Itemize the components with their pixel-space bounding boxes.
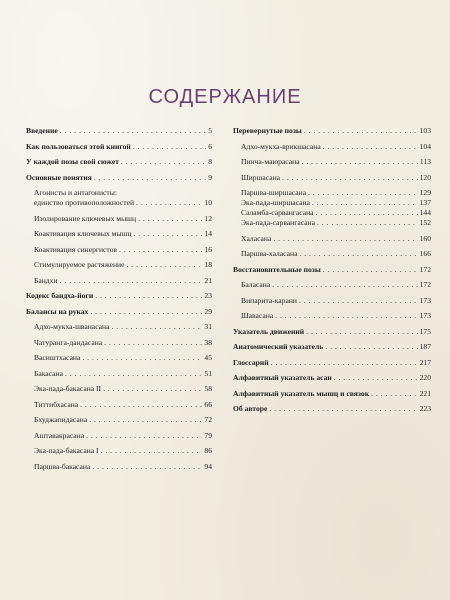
entry-label: Шавасана (241, 311, 274, 320)
entry-page-number: 9 (208, 172, 212, 182)
entry-page-number: 8 (208, 157, 212, 166)
dot-leader (299, 249, 417, 259)
toc-subentry[interactable] (26, 188, 212, 198)
entry-page-number: 66 (204, 399, 212, 409)
dot-leader (126, 260, 202, 270)
entry-label: Паршва-ширшасана (241, 188, 307, 197)
entry-page-number: 12 (204, 213, 212, 223)
toc-subentry[interactable] (26, 415, 212, 425)
dot-leader (371, 389, 418, 399)
dot-leader (82, 353, 202, 363)
toc-subentry[interactable] (26, 322, 212, 332)
entry-page-number: 187 (419, 342, 431, 351)
toc-section-entry[interactable] (233, 373, 431, 383)
entry-page-number: 173 (419, 311, 431, 320)
dot-leader (104, 338, 202, 348)
entry-page-number: 152 (419, 218, 431, 227)
toc-section-entry[interactable] (26, 173, 212, 183)
entry-label: Как пользоваться этой книгой (26, 141, 131, 151)
entry-page-number: 51 (204, 368, 212, 378)
entry-label: Випарита-карани (241, 295, 297, 305)
entry-page-number: 38 (204, 337, 212, 347)
entry-label: Титтибхасана (34, 399, 79, 409)
toc-section-entry[interactable] (26, 307, 212, 317)
dot-leader (121, 157, 206, 167)
toc-subentry[interactable] (233, 142, 431, 152)
toc-subentry[interactable] (26, 198, 212, 208)
entry-label: Об авторе (233, 404, 268, 413)
entry-page-number: 18 (204, 260, 212, 269)
toc-subentry[interactable] (26, 446, 212, 456)
entry-label: Балансы на руках (26, 306, 89, 316)
dot-leader (101, 446, 203, 456)
dot-leader (334, 373, 418, 383)
entry-page-number: 137 (419, 198, 431, 207)
page-title: СОДЕРЖАНИЕ (148, 86, 302, 108)
entry-label: Анатомический указатель (233, 342, 324, 351)
entry-page-number: 144 (419, 208, 431, 217)
dot-leader (111, 322, 202, 332)
dot-leader (89, 415, 202, 425)
toc-subentry[interactable] (26, 353, 212, 363)
toc-section-entry[interactable] (26, 142, 212, 152)
entry-label: Кодекс бандха-йоги (26, 291, 94, 300)
toc-subentry[interactable] (233, 198, 431, 208)
entry-page-number: 221 (419, 388, 431, 398)
entry-page-number: 29 (204, 306, 212, 316)
entry-label: Адхо-мукха-врикшасана (241, 141, 321, 151)
dot-leader (323, 142, 418, 152)
toc-subentry[interactable] (26, 462, 212, 472)
entry-page-number: 220 (419, 373, 431, 382)
toc-subentry[interactable] (233, 188, 431, 198)
entry-page-number: 172 (419, 280, 431, 289)
entry-label: Эка-пада-ширшасана (241, 198, 310, 207)
dot-leader (60, 126, 206, 136)
dot-leader (95, 291, 202, 301)
toc-section-entry[interactable] (233, 265, 431, 275)
entry-page-number: 31 (204, 322, 212, 331)
toc-section-entry[interactable] (233, 327, 431, 337)
toc-subentry[interactable] (233, 157, 431, 167)
entry-page-number: 166 (419, 249, 431, 258)
dot-leader (92, 462, 202, 472)
entry-label: Коактивация синергистов (34, 244, 118, 254)
entry-label: Указатель движений (233, 326, 305, 336)
toc-section-entry[interactable] (26, 291, 212, 301)
entry-label: Восстановительные позы (233, 264, 321, 274)
entry-page-number: 175 (419, 326, 431, 336)
toc-subentry[interactable] (26, 214, 212, 224)
entry-label: Агонисты и антагонисты: (34, 188, 117, 197)
toc-section-entry[interactable] (26, 126, 212, 136)
toc-subentry[interactable] (26, 245, 212, 255)
entry-page-number: 86 (204, 446, 212, 455)
toc-subentry[interactable] (233, 218, 431, 228)
dot-leader (275, 311, 417, 321)
entry-page-number: 5 (208, 126, 212, 135)
toc-subentry[interactable] (233, 208, 431, 218)
entry-label: Ширшасана (241, 172, 281, 182)
dot-leader (269, 404, 417, 414)
entry-label: Перевернутые позы (233, 126, 302, 135)
entry-page-number: 58 (204, 384, 212, 393)
entry-page-number: 72 (204, 415, 212, 424)
toc-subentry[interactable] (233, 249, 431, 259)
entry-page-number: 223 (419, 404, 431, 413)
entry-label: Стимулируемое растяжение (34, 260, 125, 269)
dot-leader (306, 327, 417, 337)
dot-leader (103, 384, 202, 394)
toc-subentry[interactable] (233, 280, 431, 290)
toc-subentry[interactable] (26, 260, 212, 270)
dot-leader (133, 229, 202, 239)
dot-leader (308, 188, 418, 198)
toc-section-entry[interactable] (233, 358, 431, 368)
toc-section-entry[interactable] (26, 157, 212, 167)
dot-leader (271, 358, 418, 368)
entry-label: Эка-пада-бакасана II (34, 384, 102, 393)
entry-label: Аштавакрасана (34, 430, 85, 440)
toc-subentry[interactable] (26, 431, 212, 441)
dot-leader (299, 296, 418, 306)
entry-label: Васиштхасана (34, 353, 81, 362)
entry-label: У каждой позы свой сюжет (26, 157, 119, 166)
entry-label: Основные понятия (26, 172, 92, 182)
entry-label: Бакасана (34, 368, 63, 378)
entry-page-number: 21 (204, 275, 212, 285)
entry-page-number: 104 (419, 141, 431, 151)
entry-label: единство противоположностей (34, 198, 135, 207)
entry-label: Саламба-сарвангасана (241, 208, 314, 217)
toc-subentry[interactable] (26, 400, 212, 410)
dot-leader (273, 234, 417, 244)
entry-page-number: 113 (419, 157, 431, 166)
entry-page-number: 10 (204, 198, 212, 207)
entry-page-number: 217 (419, 357, 431, 367)
entry-page-number: 16 (204, 244, 212, 254)
entry-page-number: 14 (204, 229, 212, 238)
toc-section-entry[interactable] (233, 404, 431, 414)
dot-leader (90, 307, 202, 317)
dot-leader (65, 369, 202, 379)
entry-label: Бхуджапидасана (34, 415, 88, 424)
dot-leader (316, 208, 418, 218)
entry-page-number: 160 (419, 233, 431, 243)
entry-label: Пинча-маюрасана (241, 157, 300, 166)
entry-label: Введение (26, 126, 58, 135)
entry-page-number: 94 (204, 461, 212, 471)
dot-leader (133, 142, 206, 152)
dot-leader (302, 157, 418, 167)
dot-leader (312, 198, 418, 208)
entry-label: Коактивация ключевых мышц (34, 229, 132, 238)
entry-label: Глоссарий (233, 357, 269, 367)
dot-leader (282, 173, 418, 183)
entry-page-number: 45 (204, 353, 212, 362)
dot-leader (94, 173, 206, 183)
toc-subentry[interactable] (26, 369, 212, 379)
entry-label: Чатуранга-дандасана (34, 337, 103, 347)
dot-leader (119, 245, 202, 255)
toc-subentry[interactable] (233, 311, 431, 321)
toc-section-entry[interactable] (233, 389, 431, 399)
dot-leader (323, 265, 418, 275)
entry-label: Баласана (241, 280, 271, 289)
toc-subentry[interactable] (233, 173, 431, 183)
entry-page-number: 79 (204, 430, 212, 440)
dot-leader (80, 400, 202, 410)
dot-leader (86, 431, 202, 441)
toc-subentry[interactable] (26, 384, 212, 394)
entry-label: Изолирование ключевых мышц (34, 213, 137, 223)
dot-leader (136, 198, 202, 208)
entry-label: Халасана (241, 233, 272, 243)
entry-label: Алфавитный указатель мышц и связок (233, 388, 370, 398)
entry-label: Паршва-бакасана (34, 461, 91, 471)
dot-leader (304, 126, 418, 136)
toc-left-column (26, 126, 212, 472)
entry-page-number: 173 (419, 295, 431, 305)
entry-page-number: 103 (419, 126, 431, 135)
entry-page-number: 129 (419, 188, 431, 197)
dot-leader (272, 280, 417, 290)
dot-leader (325, 342, 417, 352)
entry-page-number: 172 (419, 264, 431, 274)
dot-leader (317, 218, 418, 228)
entry-label: Адхо-мукха-шванасана (34, 322, 110, 331)
dot-leader (60, 276, 203, 286)
entry-page-number: 120 (419, 172, 431, 182)
entry-label: Эка-пада-сарвангасана (241, 218, 315, 227)
entry-page-number: 6 (208, 141, 212, 151)
dot-leader (138, 214, 202, 224)
entry-page-number: 23 (204, 291, 212, 300)
toc-subentry[interactable] (26, 338, 212, 348)
toc-right-column (233, 126, 431, 414)
toc-subentry[interactable] (26, 276, 212, 286)
toc-subentry[interactable] (233, 296, 431, 306)
entry-label: Эка-пада-бакасана I (34, 446, 99, 455)
toc-subentry[interactable] (26, 229, 212, 239)
entry-label: Алфавитный указатель асан (233, 373, 332, 382)
toc-subentry[interactable] (233, 234, 431, 244)
toc-section-entry[interactable] (233, 342, 431, 352)
entry-label: Паршва-халасана (241, 249, 298, 258)
toc-section-entry[interactable] (233, 126, 431, 136)
entry-label: Бандхи (34, 275, 58, 285)
